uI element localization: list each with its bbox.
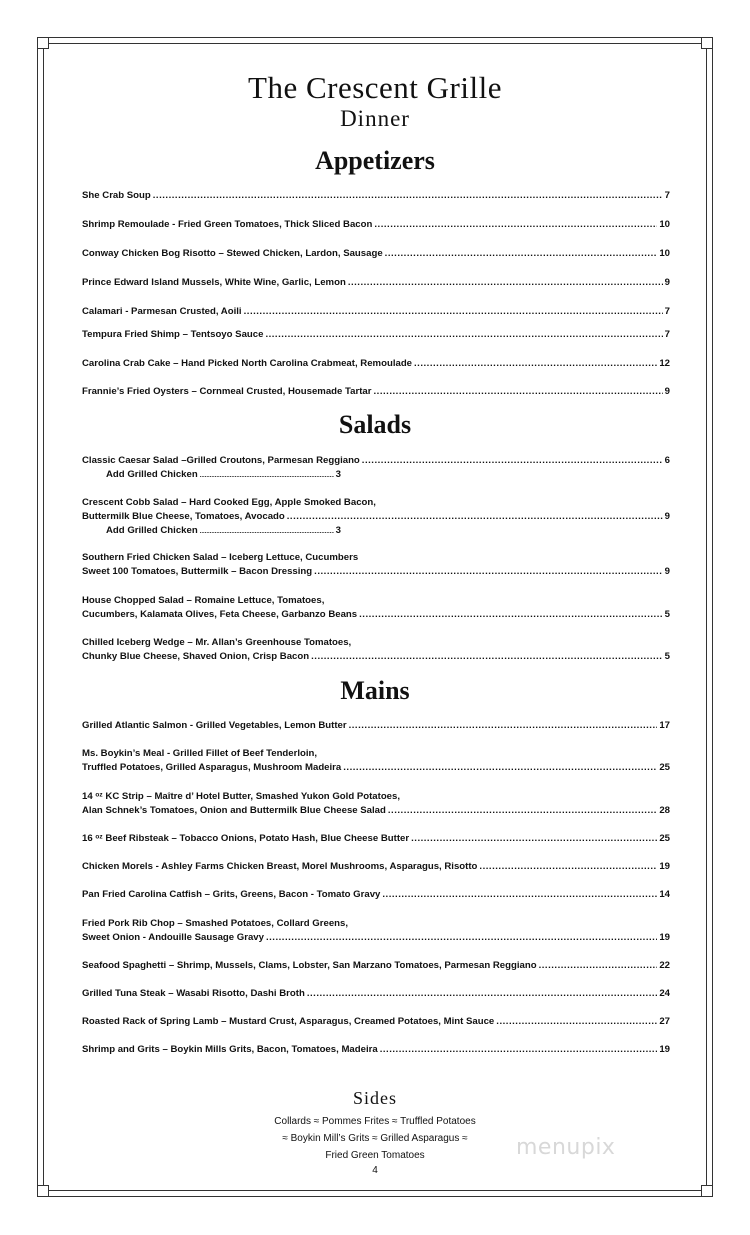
- border-corner-top-left: [37, 37, 49, 49]
- menu-item: Tempura Fried Shimp – Tentsoyo Sauce ..... 7: [82, 328, 670, 342]
- menu-item: She Crab Soup ..... 7: [82, 189, 670, 203]
- menu-item: Shrimp Remoulade - Fried Green Tomatoes, Thick Sliced Bacon ..... 10: [82, 218, 670, 232]
- menu-item: Prince Edward Island Mussels, White Wine, Garlic, Lemon ..... 9: [82, 276, 670, 290]
- menu-item: Grilled Atlantic Salmon - Grilled Vegetables, Lemon Butter ..... 17: [82, 719, 670, 733]
- mains-heading: Mains: [340, 676, 410, 705]
- menu-item: House Chopped Salad – Romaine Lettuce, Tomatoes, Cucumbers, Kalamata Olives, Feta Cheese, Garbanzo Beans ..... 5: [82, 594, 670, 622]
- menu-item: 16 ᵒᶻ Beef Ribsteak – Tobacco Onions, Potato Hash, Blue Cheese Butter ..... 25: [82, 832, 670, 846]
- menu-item: Carolina Crab Cake – Hand Picked North Carolina Crabmeat, Remoulade ..... 12: [82, 357, 670, 371]
- menu-item: Frannie’s Fried Oysters – Cornmeal Crusted, Housemade Tartar ..... 9: [82, 385, 670, 399]
- border-corner-bottom-left: [37, 1185, 49, 1197]
- menu-item: Grilled Tuna Steak – Wasabi Risotto, Dashi Broth ..... 24: [82, 987, 670, 1001]
- border-corner-top-right: [701, 37, 713, 49]
- appetizers-heading: Appetizers: [315, 146, 435, 175]
- menu-item: Ms. Boykin’s Meal - Grilled Fillet of Beef Tenderloin, Truffled Potatoes, Grilled Asparagus, Mushroom Madeira ..... 25: [82, 747, 670, 775]
- salads-heading: Salads: [338, 410, 412, 439]
- sides-line: Collards ≈ Pommes Frites ≈ Truffled Potatoes: [274, 1116, 476, 1127]
- menu-item: Roasted Rack of Spring Lamb – Mustard Crust, Asparagus, Creamed Potatoes, Mint Sauce ..... 27: [82, 1015, 670, 1029]
- menu-item: Classic Caesar Salad –Grilled Croutons, Parmesan Reggiano ..... 6 Add Grilled Chicken ..... 3: [82, 454, 670, 483]
- sides-line: ≈ Boykin Mill’s Grits ≈ Grilled Asparagus ≈: [282, 1133, 468, 1144]
- menu-item: Chilled Iceberg Wedge – Mr. Allan’s Greenhouse Tomatoes, Chunky Blue Cheese, Shaved Onion, Crisp Bacon ..... 5: [82, 636, 670, 664]
- menu-item: Seafood Spaghetti – Shrimp, Mussels, Clams, Lobster, San Marzano Tomatoes, Parmesan Reggiano ..... 22: [82, 959, 670, 973]
- restaurant-title: The Crescent Grille: [248, 70, 502, 105]
- sides-line: Fried Green Tomatoes: [325, 1150, 425, 1161]
- menu-item: Pan Fried Carolina Catfish – Grits, Greens, Bacon - Tomato Gravy ..... 14: [82, 888, 670, 902]
- menu-item: Calamari - Parmesan Crusted, Aoili ..... 7: [82, 305, 670, 319]
- menu-item: Conway Chicken Bog Risotto – Stewed Chicken, Lardon, Sausage ..... 10: [82, 247, 670, 261]
- sides-heading: Sides: [352, 1088, 397, 1108]
- menu-item: Chicken Morels - Ashley Farms Chicken Breast, Morel Mushrooms, Asparagus, Risotto ..... 19: [82, 860, 670, 874]
- menu-subtitle: Dinner: [340, 106, 410, 131]
- border-corner-bottom-right: [701, 1185, 713, 1197]
- menu-item: 14 ᵒᶻ KC Strip – Maître d’ Hotel Butter, Smashed Yukon Gold Potatoes, Alan Schnek’s Tomatoes, Onion and Buttermilk Blue Cheese Salad ..... 28: [82, 790, 670, 818]
- menu-item: Fried Pork Rib Chop – Smashed Potatoes, Collard Greens, Sweet Onion - Andouille Sausage Gravy ..... 19: [82, 917, 670, 945]
- page-number: 4: [372, 1165, 378, 1176]
- menu-item: Southern Fried Chicken Salad – Iceberg Lettuce, Cucumbers Sweet 100 Tomatoes, Buttermilk – Bacon Dressing ..... 9: [82, 551, 670, 579]
- menu-item: Crescent Cobb Salad – Hard Cooked Egg, Apple Smoked Bacon, Buttermilk Blue Cheese, Tomatoes, Avocado ..... 9 Add Grilled Chicken ..... 3: [82, 496, 670, 539]
- menupix-watermark: menupix: [516, 1135, 616, 1160]
- menu-item: Shrimp and Grits – Boykin Mills Grits, Bacon, Tomatoes, Madeira ..... 19: [82, 1043, 670, 1057]
